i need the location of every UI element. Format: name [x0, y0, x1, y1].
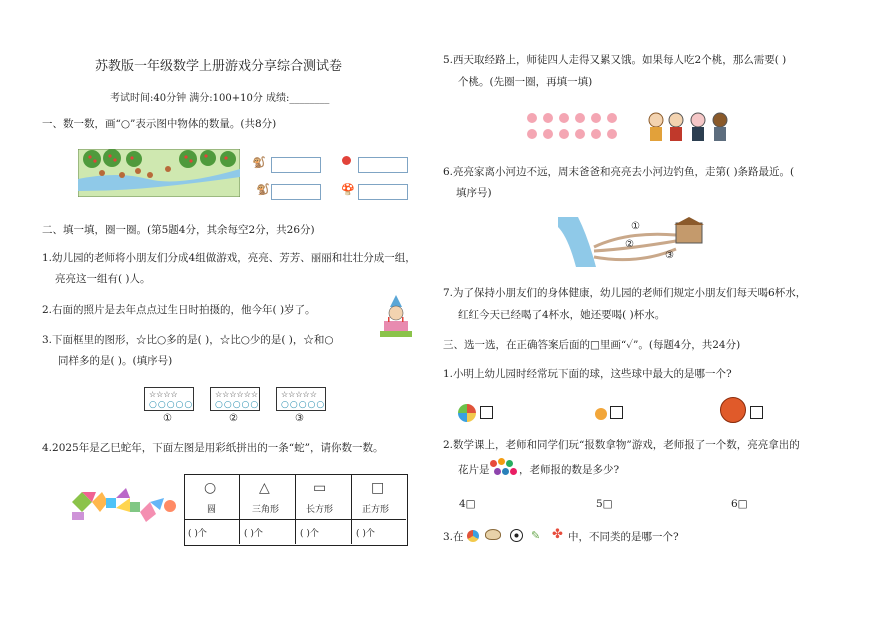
triangle-name: 三角形 [252, 505, 280, 515]
box-label-2: ② [229, 413, 238, 424]
s2-q6-line2: 填序号) [456, 187, 492, 199]
colorful-ball-icon [458, 404, 476, 422]
basketball-icon [720, 397, 746, 423]
path-label-2: ② [625, 239, 634, 250]
flower-chip-icon [510, 468, 517, 475]
circle-name: 圆 [207, 505, 217, 515]
peach-icon [575, 129, 585, 139]
s3-q2-line1: 2.数学课上，老师和同学们玩“报数拿物”游戏，老师报了一个数，亮亮拿出的 [443, 439, 800, 451]
s2-q7-line2: 红红今天已经喝了4杯水，她还要喝( )杯水。 [458, 309, 666, 321]
s3-q2-option-4[interactable]: 4□ [459, 498, 476, 510]
path-label-3: ③ [665, 250, 674, 261]
circles-3: ○○○○○ [281, 400, 326, 410]
stars-1: ☆☆☆☆ [149, 390, 178, 399]
section3-heading: 三、选一选，在正确答案后面的□里画“✓”。(每题4分，共24分) [443, 339, 741, 351]
flower-chip-icon [494, 468, 501, 475]
flower-chip-icon [502, 468, 509, 475]
s3-q1: 1.小明上幼儿园时经常玩下面的球，这些球中最大的是哪一个? [443, 368, 732, 380]
monkey-icon: 🐒 [252, 156, 266, 169]
square-name: 正方形 [362, 505, 390, 515]
s3-q3a: 3.在 [443, 531, 464, 543]
rectangle-count[interactable]: ( )个 [300, 529, 319, 539]
ball-1-checkbox[interactable] [480, 406, 493, 419]
s2-q4: 4.2025年是乙巳蛇年，下面左图是用彩纸拼出的一条“蛇”，请你数一数。 [42, 442, 384, 454]
peach-icon [591, 113, 601, 123]
path-label-1: ① [631, 221, 640, 232]
flower-chip-icon [506, 460, 513, 467]
box-label-3: ③ [295, 413, 304, 424]
peach-group [527, 113, 637, 143]
painted-ball-icon [467, 530, 479, 542]
s2-q3-line2: 同样多的是( )。(填序号) [58, 355, 173, 367]
section1-heading: 一、数一数，画“○”表示图中物体的数量。(共8分) [42, 118, 277, 130]
peach-icon [559, 113, 569, 123]
s2-q5-line2: 个桃。(先圈一圈，再填一填) [458, 76, 593, 88]
peach-icon [607, 129, 617, 139]
table-divider-3 [351, 474, 352, 544]
shape-box-2 [210, 387, 260, 411]
soccer-ball-icon [510, 529, 523, 542]
mushroom-icon: 🍄 [341, 183, 355, 196]
peach-icon [527, 113, 537, 123]
square-symbol: □ [371, 480, 385, 496]
ball-2-checkbox[interactable] [610, 406, 623, 419]
exam-title: 苏教版一年级数学上册游戏分享综合测试卷 [95, 59, 343, 74]
square-count[interactable]: ( )个 [356, 529, 375, 539]
paper-snake [72, 484, 182, 528]
triangle-count[interactable]: ( )个 [244, 529, 263, 539]
rectangle-symbol: ▭ [313, 480, 327, 496]
peach-icon [607, 113, 617, 123]
circle-count[interactable]: ( )个 [188, 529, 207, 539]
s3-q2-option-6[interactable]: 6□ [731, 498, 748, 510]
flower-chips [490, 458, 520, 478]
s3-q2-line2b: ，老师报的数是多少? [519, 464, 620, 476]
s2-q7-line1: 7.为了保持小朋友们的身体健康，幼儿园的老师们规定小朋友们每天喝6杯水， [443, 287, 807, 299]
peach-icon [559, 129, 569, 139]
four-pilgrims-illustration [646, 110, 732, 144]
flower-chip-icon [490, 460, 497, 467]
s2-q6-line1: 6.亮亮家离小河边不远，周末爸爸和亮亮去小河边钓鱼，走第( )条路最近。( [443, 166, 795, 178]
circle-symbol: ○ [204, 480, 217, 496]
s3-q2-option-5[interactable]: 5□ [596, 498, 613, 510]
circles-1: ○○○○○ [149, 400, 194, 410]
shape-box-1 [144, 387, 194, 411]
answer-box-mushroom[interactable] [358, 184, 408, 200]
answer-box-apple[interactable] [358, 157, 408, 173]
shape-box-3 [276, 387, 326, 411]
section2-heading: 二、填一填，圈一圈。(第5题4分，其余每空2分，共26分) [42, 224, 315, 236]
s3-q3b: 中，不同类的是哪一个? [568, 531, 679, 543]
triangle-symbol: △ [259, 480, 270, 496]
answer-box-monkey-2[interactable] [271, 184, 321, 200]
table-divider-row [184, 519, 406, 520]
s2-q2: 2.右面的照片是去年点点过生日时拍摄的，他今年( )岁了。 [42, 304, 316, 316]
stars-2: ☆☆☆☆☆☆ [215, 390, 259, 399]
monkey-small-icon: 🐒 [256, 183, 270, 196]
peach-icon [575, 113, 585, 123]
s3-q2-line2a: 花片是 [458, 464, 490, 476]
table-divider-2 [295, 474, 296, 544]
peach-icon [591, 129, 601, 139]
s2-q3-line1: 3.下面框里的图形，☆比○多的是( )，☆比○少的是( )，☆和○ [42, 334, 334, 346]
answer-box-monkey[interactable] [271, 157, 321, 173]
paint-palette-icon [485, 529, 501, 540]
orange-ball-icon [595, 408, 607, 420]
birthday-photo [378, 293, 414, 339]
table-divider-1 [239, 474, 240, 544]
pencil-icon: ✎ [531, 529, 541, 542]
s2-q1-line2: 亮亮这一组有( )人。 [55, 273, 151, 285]
box-label-1: ① [163, 413, 172, 424]
s2-q1-line1: 1.幼儿园的老师将小朋友们分成4组做游戏，亮亮、芳芳、丽丽和壮壮分成一组， [42, 252, 416, 264]
circles-2: ○○○○○ [215, 400, 260, 410]
rectangle-name: 长方形 [306, 505, 334, 515]
peach-icon [527, 129, 537, 139]
ball-3-checkbox[interactable] [750, 406, 763, 419]
flower-chip-icon [498, 458, 505, 465]
pinwheel-icon: ✤ [552, 527, 563, 542]
peach-icon [543, 113, 553, 123]
peach-icon [543, 129, 553, 139]
stars-3: ☆☆☆☆☆ [281, 390, 317, 399]
exam-meta: 考试时间:40分钟 满分:100+10分 成绩:________ [110, 93, 330, 104]
orchard-illustration [78, 149, 240, 197]
s2-q5-line1: 5.西天取经路上，师徒四人走得又累又饿。如果每人吃2个桃，那么需要( ) [443, 54, 787, 66]
apple-icon [342, 156, 351, 165]
